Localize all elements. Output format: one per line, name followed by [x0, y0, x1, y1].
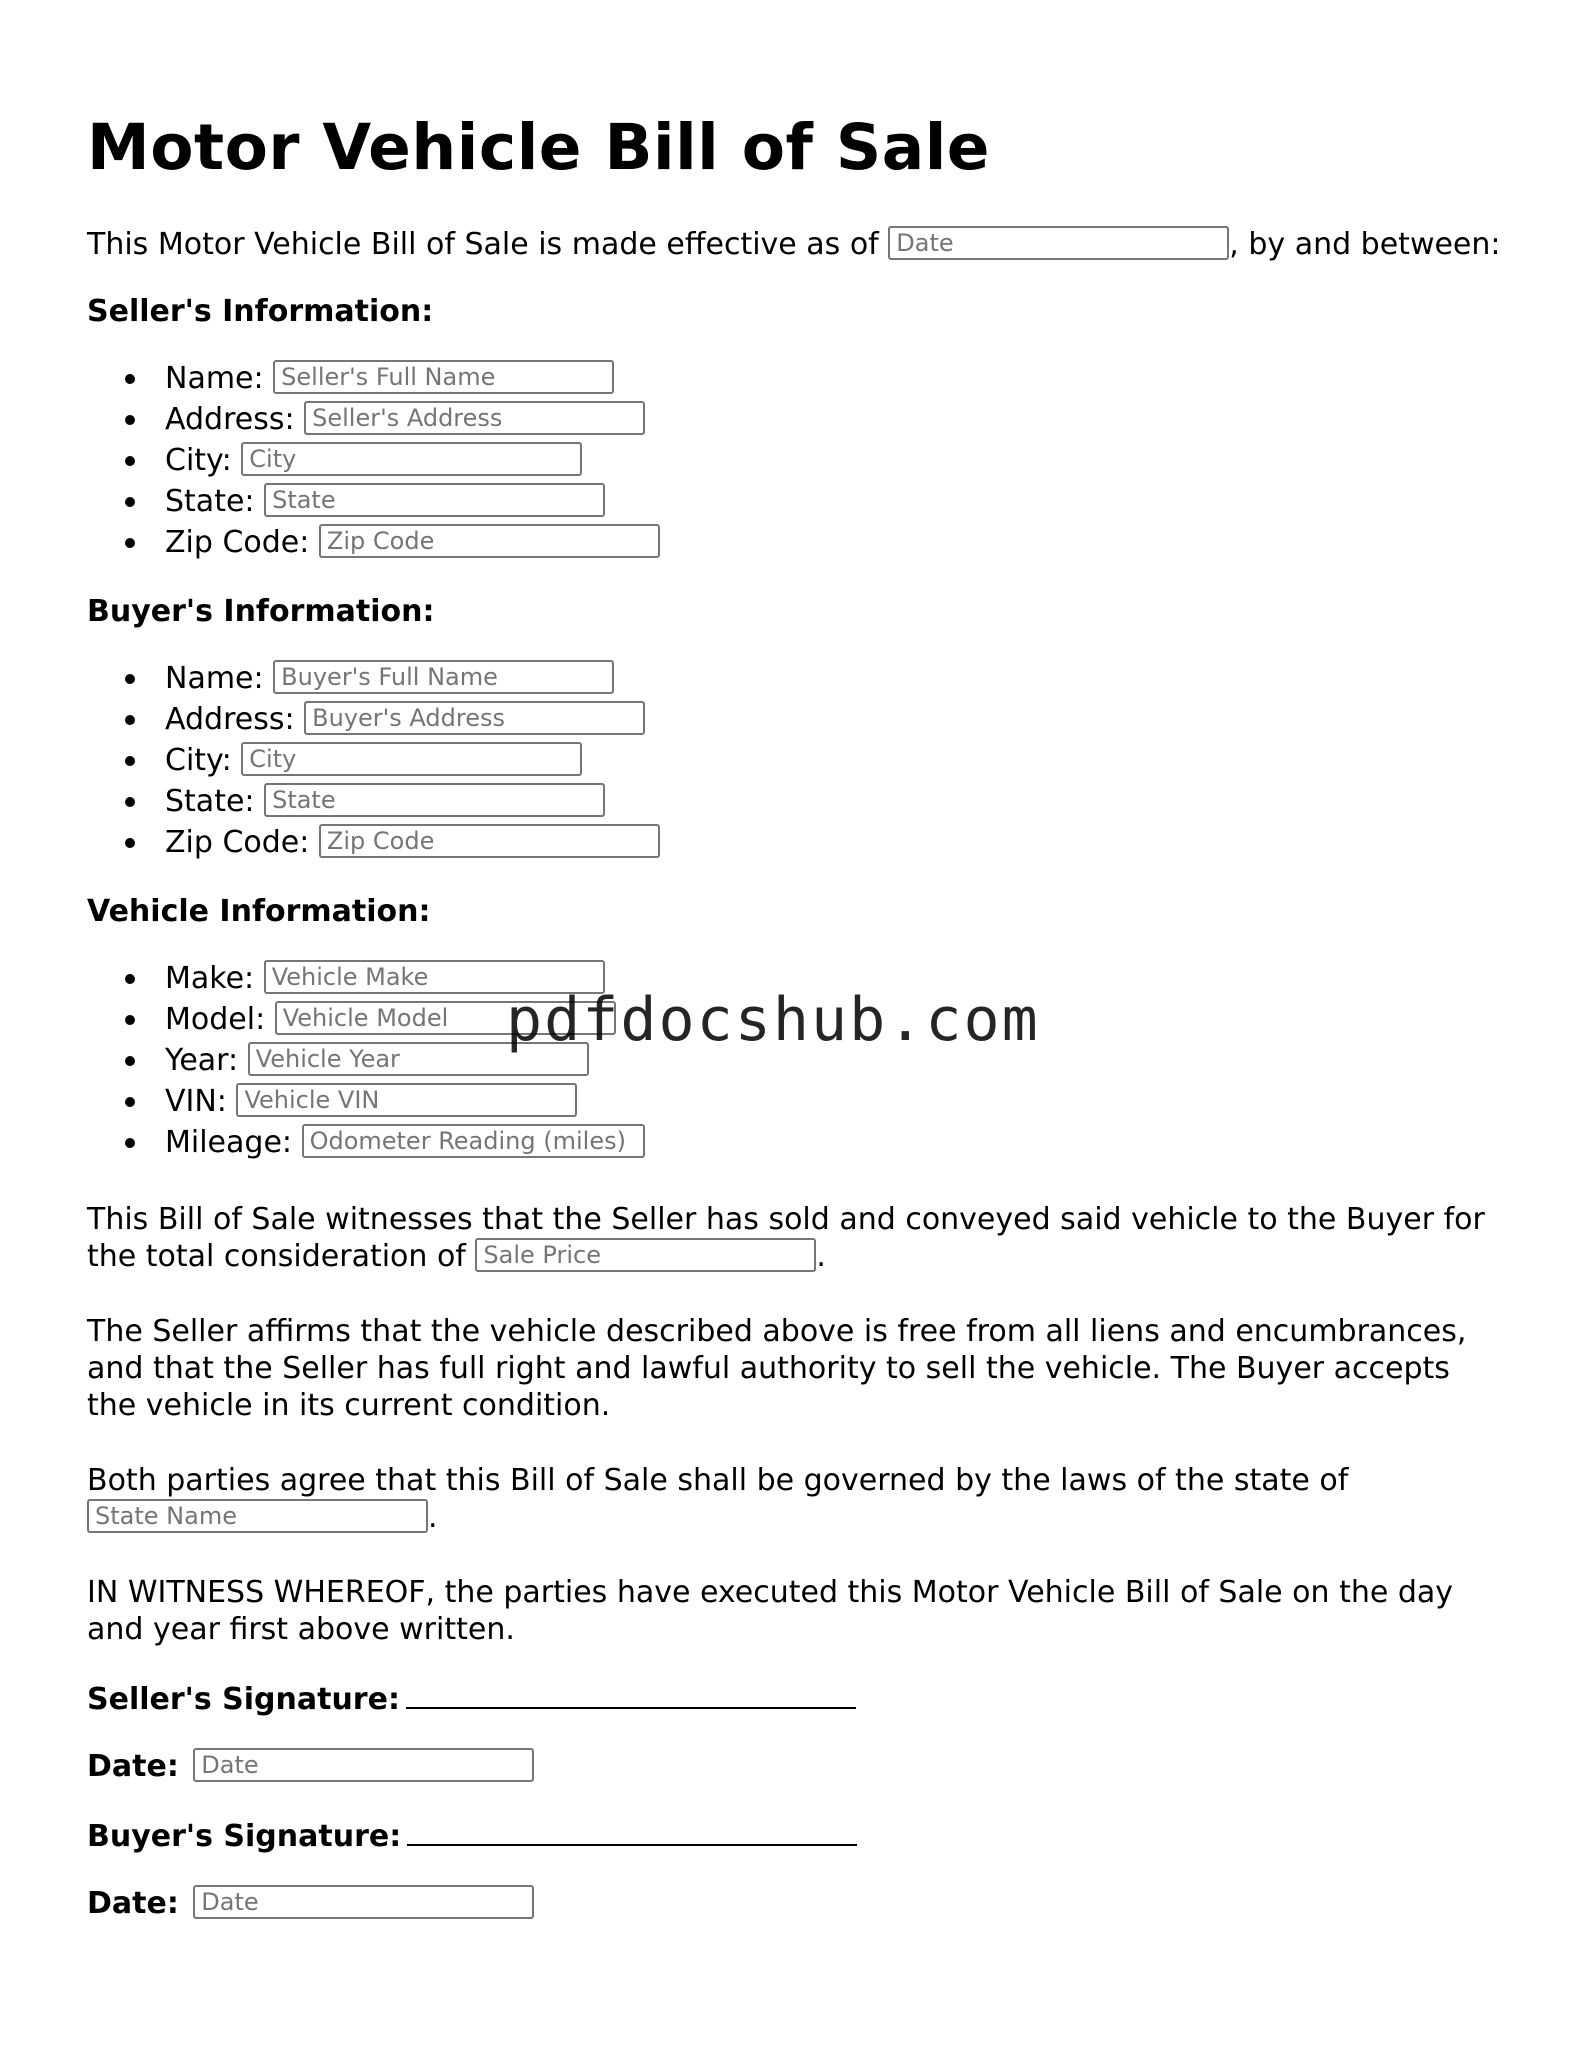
vehicle-make-input[interactable]: [264, 960, 605, 994]
intro-text-after: , by and between:: [1229, 227, 1501, 262]
list-item: [125, 1081, 1507, 1122]
page-title: Motor Vehicle Bill of Sale: [87, 111, 991, 184]
list-item: [125, 699, 1507, 740]
seller-signature-line[interactable]: [406, 1678, 856, 1709]
seller-address-label: Address:: [165, 402, 295, 437]
buyer-date-row: [87, 1885, 1507, 1922]
seller-state-input[interactable]: [264, 483, 605, 517]
seller-signature-row: [87, 1678, 1507, 1718]
intro-text-before: This Motor Vehicle Bill of Sale is made effective as of: [87, 227, 889, 262]
buyer-info-list: [87, 658, 1507, 863]
vehicle-heading: Vehicle Information:: [87, 894, 431, 929]
watermark: pdfdocshub.com: [506, 985, 1040, 1055]
buyer-zip-label: Zip Code:: [165, 825, 310, 860]
list-item: [125, 1122, 1507, 1163]
seller-heading: Seller's Information:: [87, 294, 434, 329]
seller-state-label: State:: [165, 484, 255, 519]
list-item: [125, 822, 1507, 863]
seller-address-input[interactable]: [304, 401, 645, 435]
consideration-text-after: .: [816, 1239, 826, 1274]
seller-date-label: Date:: [87, 1749, 179, 1784]
seller-zip-label: Zip Code:: [165, 525, 310, 560]
seller-info-list: [87, 358, 1507, 563]
vehicle-year-label: Year:: [165, 1043, 239, 1078]
buyer-signature-row: [87, 1815, 1507, 1855]
vehicle-model-input[interactable]: [275, 1001, 616, 1035]
effective-date-input[interactable]: [888, 226, 1229, 260]
buyer-signature-label: Buyer's Signature:: [87, 1819, 402, 1854]
vehicle-year-input[interactable]: [248, 1042, 589, 1076]
buyer-date-label: Date:: [87, 1886, 179, 1921]
affirmation-paragraph: The Seller affirms that the vehicle described above is free from all liens and encumbrances, and that the Seller has full right and lawful authority to sell the vehicle. The Buyer accepts the vehicle in its current condition.: [87, 1314, 1467, 1423]
list-item: [125, 522, 1507, 563]
buyer-city-input[interactable]: [241, 742, 582, 776]
sale-price-input[interactable]: [475, 1238, 816, 1272]
list-item: [125, 658, 1507, 699]
intro-paragraph: [87, 226, 1507, 263]
vehicle-make-label: Make:: [165, 961, 255, 996]
vehicle-mileage-label: Mileage:: [165, 1125, 293, 1160]
vehicle-vin-label: VIN:: [165, 1084, 227, 1119]
buyer-address-label: Address:: [165, 702, 295, 737]
seller-date-row: [87, 1748, 1507, 1785]
list-item: [125, 399, 1507, 440]
seller-signature-label: Seller's Signature:: [87, 1682, 400, 1717]
consideration-text-before: This Bill of Sale witnesses that the Seller has sold and conveyed said vehicle to the Buyer for the total consideration of: [87, 1202, 1485, 1274]
state-name-input[interactable]: [87, 1499, 428, 1533]
vehicle-info-list: [87, 958, 1507, 1163]
document-page: [87, 0, 1507, 1922]
vehicle-vin-input[interactable]: [236, 1083, 577, 1117]
governing-text-before: Both parties agree that this Bill of Sale shall be governed by the laws of the state of: [87, 1463, 1349, 1498]
governing-law-paragraph: [87, 1462, 1507, 1536]
list-item: [125, 999, 1507, 1040]
seller-name-label: Name:: [165, 361, 264, 396]
list-item: [125, 358, 1507, 399]
buyer-city-label: City:: [165, 743, 232, 778]
buyer-name-label: Name:: [165, 661, 264, 696]
seller-city-label: City:: [165, 443, 232, 478]
buyer-state-label: State:: [165, 784, 255, 819]
seller-date-input[interactable]: [193, 1748, 534, 1782]
list-item: [125, 481, 1507, 522]
list-item: [125, 781, 1507, 822]
buyer-name-input[interactable]: [273, 660, 614, 694]
buyer-signature-line[interactable]: [407, 1815, 857, 1846]
buyer-date-input[interactable]: [193, 1885, 534, 1919]
consideration-paragraph: [87, 1201, 1507, 1275]
list-item: [125, 740, 1507, 781]
seller-name-input[interactable]: [273, 360, 614, 394]
buyer-zip-input[interactable]: [319, 824, 660, 858]
list-item: [125, 1040, 1507, 1081]
buyer-state-input[interactable]: [264, 783, 605, 817]
seller-zip-input[interactable]: [319, 524, 660, 558]
vehicle-mileage-input[interactable]: [302, 1124, 645, 1158]
buyer-address-input[interactable]: [304, 701, 645, 735]
seller-city-input[interactable]: [241, 442, 582, 476]
buyer-heading: Buyer's Information:: [87, 594, 435, 629]
list-item: [125, 958, 1507, 999]
list-item: [125, 440, 1507, 481]
witness-paragraph: IN WITNESS WHEREOF, the parties have executed this Motor Vehicle Bill of Sale on the day and year first above written.: [87, 1575, 1454, 1647]
vehicle-model-label: Model:: [165, 1002, 266, 1037]
governing-text-after: .: [428, 1500, 438, 1535]
